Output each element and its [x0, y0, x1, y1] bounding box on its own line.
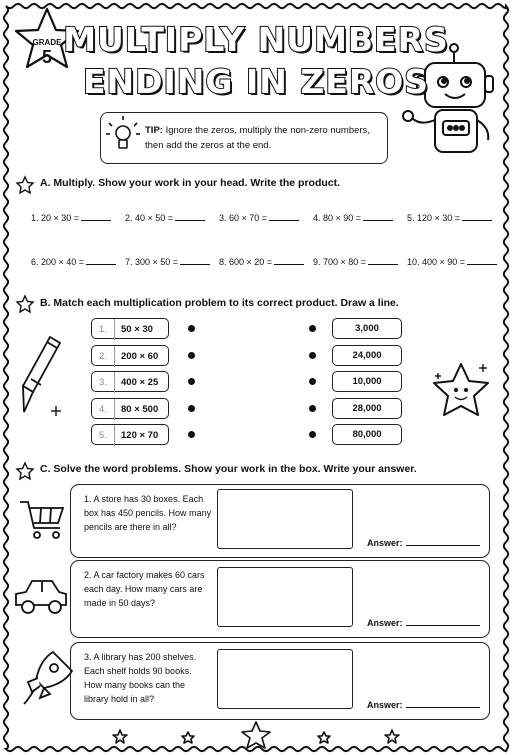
title-line-1: MULTIPLY NUMBERS [63, 20, 449, 59]
word-problem-card [70, 484, 490, 558]
tip-label: TIP: [145, 125, 163, 136]
match-dot-right[interactable] [309, 352, 316, 359]
tip-text: Ignore the zeros, multiply the non-zero numbers, then add the zeros at the end. [145, 125, 370, 151]
match-dot-right[interactable] [309, 405, 316, 412]
problem-text: 10. 400 × 90 = [407, 257, 466, 267]
match-problem-box [91, 371, 169, 392]
multiply-problem [125, 212, 205, 223]
match-problem-expr: 80 × 500 [121, 403, 159, 415]
answer-label: Answer: [367, 538, 403, 548]
match-problem-expr: 120 × 70 [121, 430, 159, 441]
answer-row [367, 617, 480, 628]
match-dot-right[interactable] [309, 378, 316, 385]
word-problem-card [70, 560, 490, 638]
problem-text: 3. 60 × 70 = [219, 213, 268, 223]
pencil-icon [23, 337, 60, 412]
match-problem-box [91, 398, 169, 419]
answer-label: Answer: [367, 700, 403, 710]
problem-text: 2. 40 × 50 = [125, 213, 174, 223]
multiply-problem [219, 212, 299, 223]
match-dot-right[interactable] [309, 325, 316, 332]
word-problem-text: 3. A library has 200 shelves. Each shelf holds 90 books. How many books can the library hold in all? [84, 652, 197, 704]
grade-label: GRADE [32, 38, 62, 47]
grade-number: 5 [41, 47, 52, 67]
problem-text: 8. 600 × 20 = [219, 257, 273, 267]
answer-blank[interactable] [368, 256, 398, 265]
problem-text: 6. 200 × 40 = [31, 257, 85, 267]
section-c-star-icon [17, 463, 33, 479]
answer-row [367, 699, 480, 710]
shopping-cart-icon [20, 502, 63, 538]
title-line-2: ENDING IN ZEROS [82, 62, 430, 101]
match-problem-box [91, 345, 169, 366]
answer-blank[interactable] [180, 256, 210, 265]
problem-text: 1. 20 × 30 = [31, 213, 80, 223]
answer-row [367, 537, 480, 548]
work-box[interactable] [217, 567, 353, 627]
answer-blank[interactable] [462, 212, 492, 221]
tip-box [100, 112, 388, 164]
answer-line[interactable] [406, 537, 480, 546]
multiply-problem [313, 212, 393, 223]
section-c-title: C. Solve the word problems. Show your work in the box. Write your answer. [40, 463, 417, 475]
match-product-box: 28,000 [332, 398, 402, 419]
answer-blank[interactable] [81, 212, 111, 221]
match-dot-left[interactable] [188, 352, 195, 359]
problem-text: 7. 300 × 50 = [125, 257, 179, 267]
problem-text: 4. 80 × 90 = [313, 213, 362, 223]
problem-text: 9. 700 × 80 = [313, 257, 367, 267]
word-problem-card [70, 642, 490, 720]
answer-blank[interactable] [467, 256, 497, 265]
answer-blank[interactable] [269, 212, 299, 221]
answer-blank[interactable] [86, 256, 116, 265]
work-box[interactable] [217, 489, 353, 549]
word-problem-text: 1. A store has 30 boxes. Each box has 450 pencils. How many pencils are there in all? [84, 494, 212, 532]
match-problem-number: 4. [92, 399, 115, 420]
match-problem-expr: 50 × 30 [121, 324, 153, 335]
answer-blank[interactable] [363, 212, 393, 221]
answer-blank[interactable] [175, 212, 205, 221]
multiply-problem [407, 256, 497, 267]
match-dot-left[interactable] [188, 405, 195, 412]
section-b-star-icon [17, 296, 33, 312]
match-product-box: 24,000 [332, 345, 402, 366]
match-dot-right[interactable] [309, 431, 316, 438]
problem-text: 5. 120 × 30 = [407, 213, 461, 223]
work-box[interactable] [217, 649, 353, 709]
match-problem-expr: 400 × 25 [121, 377, 159, 388]
section-a-title: A. Multiply. Show your work in your head. Write the product. [40, 177, 341, 189]
match-dot-left[interactable] [188, 325, 195, 332]
match-problem-number: 2. [92, 346, 115, 367]
rocket-icon [24, 652, 72, 704]
happy-star-icon [434, 364, 488, 415]
match-problem-number: 5. [92, 425, 115, 446]
match-product-box: 3,000 [332, 318, 402, 339]
multiply-problem [219, 256, 304, 267]
answer-line[interactable] [406, 617, 480, 626]
match-problem-number: 3. [92, 372, 115, 393]
match-problem-expr: 200 × 60 [121, 350, 159, 362]
match-dot-left[interactable] [188, 431, 195, 438]
match-problem-box [91, 318, 169, 339]
answer-label: Answer: [367, 618, 403, 628]
word-problem-text: 2. A car factory makes 60 cars each day. How many cars are made in 50 days? [84, 570, 205, 608]
multiply-problem [31, 212, 111, 223]
answer-line[interactable] [406, 699, 480, 708]
section-b-title: B. Match each multiplication problem to its correct product. Draw a line. [40, 297, 399, 309]
match-product-box: 10,000 [332, 371, 402, 392]
match-dot-left[interactable] [188, 378, 195, 385]
multiply-problem [125, 256, 210, 267]
section-a-star-icon [17, 177, 33, 193]
car-icon [16, 581, 66, 613]
multiply-problem [407, 212, 492, 223]
multiply-problem [313, 256, 398, 267]
match-problem-box [91, 424, 169, 445]
match-problem-number: 1. [92, 319, 115, 340]
bottom-stars-icon [113, 722, 399, 748]
match-product-box: 80,000 [332, 424, 402, 445]
answer-blank[interactable] [274, 256, 304, 265]
multiply-problem [31, 256, 116, 267]
